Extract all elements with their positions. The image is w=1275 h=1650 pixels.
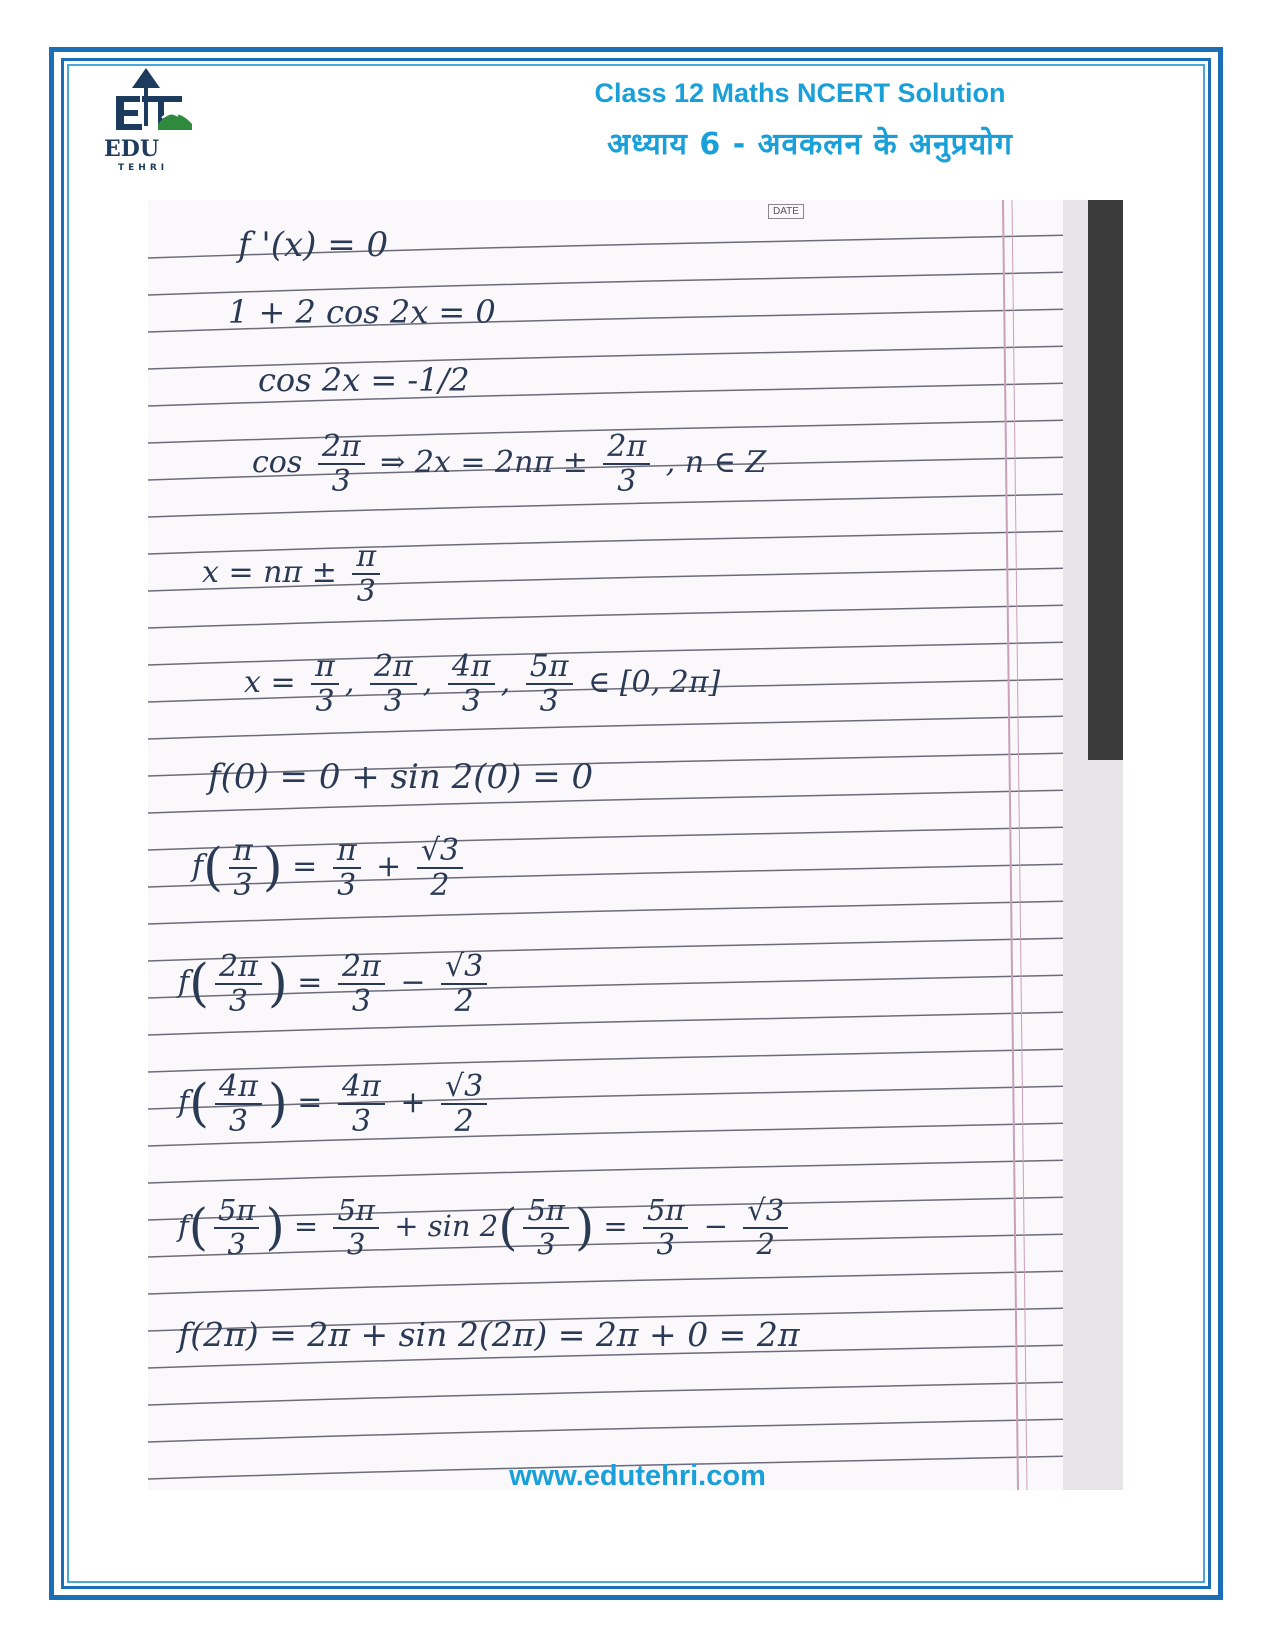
rule-line <box>148 900 1123 924</box>
line-cos-equation: 1 + 2 cos 2x = 0 <box>228 293 496 331</box>
rule-line <box>148 1418 1123 1442</box>
page-title: Class 12 Maths NCERT Solution <box>594 78 1006 108</box>
line-x-values: x = $\frac{\pi}{3}$ , $\frac{2\pi}{3}$ , $\frac{4\pi}{3}$ , $\frac{5\pi}{3}$ ∈ [0, 2π] <box>244 649 721 719</box>
line-general-solution: cos $\frac{2\pi}{3}$ ⇒ 2x = 2nπ ± $\frac{2\pi}{3}$ , n ∈ Z <box>252 429 767 499</box>
logo-brand: EDU <box>104 136 160 162</box>
rule-line <box>148 1381 1123 1405</box>
line-x-solution: x = nπ ± $\frac{\pi}{3}$ <box>202 540 386 608</box>
line-f-pi-3: f( $\frac{\pi}{3}$ ) = $\frac{\pi}{3}$ + $\frac{√3}{2}$ <box>192 834 469 902</box>
line-f-2pi-3: f( $\frac{2\pi}{3}$ ) = $\frac{2\pi}{3}$ − $\frac{√3}{2}$ <box>178 950 493 1018</box>
line-f-2pi: f(2π) = 2π + sin 2(2π) = 2π + 0 = 2π <box>178 1315 800 1354</box>
line-derivative-zero: f '(x) = 0 <box>238 225 389 265</box>
notebook-photo <box>148 200 1123 1490</box>
date-label: DATE <box>768 204 804 219</box>
logo-sub: TEHRI <box>118 163 169 173</box>
line-f-5pi-3: f( $\frac{5\pi}{3}$ ) = $\frac{5\pi}{3}$ + sin 2( $\frac{5\pi}{3}$ ) = $\frac{5\pi}{3}$ − $\frac{√3}{2}$ <box>178 1195 794 1261</box>
rule-line <box>148 271 1123 295</box>
edutehri-logo <box>100 66 200 178</box>
line-f-4pi-3: f( $\frac{4\pi}{3}$ ) = $\frac{4\pi}{3}$ + $\frac{√3}{2}$ <box>178 1070 493 1138</box>
line-cos-value: cos 2x = -1/2 <box>258 361 470 399</box>
footer-url[interactable]: www.edutehri.com <box>509 1460 766 1492</box>
chapter-title: अध्याय 6 - अवकलन के अनुप्रयोग <box>607 127 1013 162</box>
line-f-zero: f(0) = 0 + sin 2(0) = 0 <box>208 757 594 797</box>
rule-line <box>148 1048 1123 1072</box>
rule-line <box>148 1159 1123 1183</box>
rule-line <box>148 715 1123 739</box>
rule-line <box>148 1270 1123 1294</box>
